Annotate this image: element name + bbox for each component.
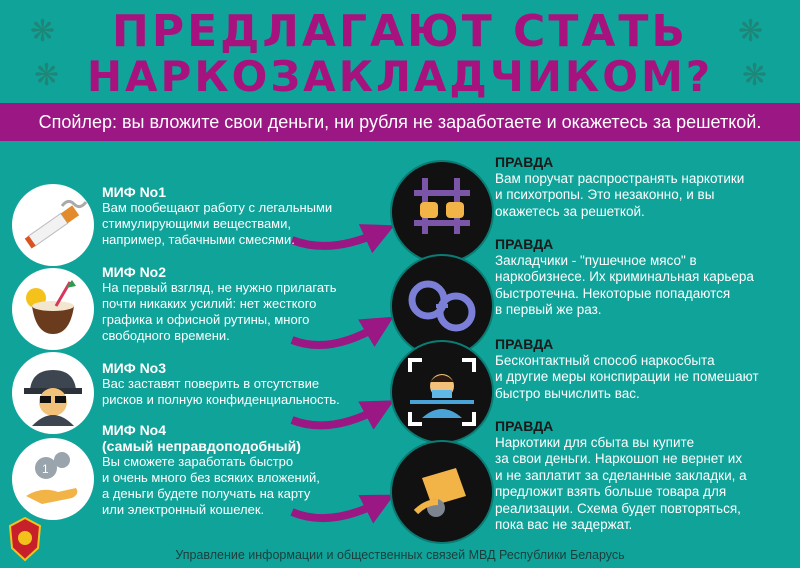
myth-line: На первый взгляд, не нужно прилагать xyxy=(102,280,337,295)
myth-1-icon-circle xyxy=(12,184,94,266)
cigarette-icon xyxy=(12,184,94,266)
leaf-icon: ❋ xyxy=(742,59,768,92)
truth-heading: ПРАВДА xyxy=(495,154,554,170)
myth-line: или электронный кошелек. xyxy=(102,502,265,517)
truth-line: быстро вычислить вас. xyxy=(495,385,640,401)
myth-3-icon-circle xyxy=(12,352,94,434)
truth-3 xyxy=(495,336,795,402)
truth-line: быстротечна. Некоторые попадаются xyxy=(495,285,731,301)
myth-line: стимулирующими веществами, xyxy=(102,216,291,231)
truth-line: предложит взять больше товара для xyxy=(495,484,727,499)
handcuffed-hands-icon xyxy=(392,162,492,262)
myth-3 xyxy=(102,360,340,408)
myth-line: рисков и полную конфиденциальность. xyxy=(102,392,340,407)
myth-subheading: (самый неправдоподобный) xyxy=(102,438,301,454)
myth-heading: МИФ No3 xyxy=(102,360,167,376)
myth-1 xyxy=(102,184,332,248)
spoiler-text: Спойлер: вы вложите свои деньги, ни рубля не заработаете и окажетесь за решеткой. xyxy=(38,112,762,132)
myth-2 xyxy=(102,264,337,344)
myth-line: а деньги будете получать на карту xyxy=(102,486,311,501)
truth-line: и психотропы. Это незаконно, и вы xyxy=(495,187,715,202)
truth-2 xyxy=(495,236,795,319)
hand-with-card-icon xyxy=(392,442,492,542)
truth-4-icon-circle xyxy=(390,440,494,544)
footer-credit: Управление информации и общественных связей МВД Республики Беларусь xyxy=(175,548,625,562)
truth-3-icon-circle xyxy=(390,340,494,444)
truth-1-icon-circle xyxy=(390,160,494,264)
truth-heading: ПРАВДА xyxy=(495,236,554,252)
myth-line: свободного времени. xyxy=(102,328,230,343)
truth-heading: ПРАВДА xyxy=(495,418,554,434)
myth-4-icon-circle xyxy=(12,438,94,520)
truth-line: Наркотики для сбыта вы купите xyxy=(495,434,695,450)
truth-line: в первый же раз. xyxy=(495,302,602,317)
svg-text:1: 1 xyxy=(42,462,49,476)
myth-line: графика и офисной рутины, много xyxy=(102,312,310,327)
myth-line: Вам пообещают работу с легальными xyxy=(102,200,333,215)
title-line-2: НАРКОЗАКЛАДЧИКОМ? xyxy=(86,52,714,101)
myth-line: Вас заставят поверить в отсутствие xyxy=(102,376,320,391)
myth-line: и очень много без всяких вложений, xyxy=(102,470,320,485)
myth-heading: МИФ No1 xyxy=(102,184,167,200)
myth-line: Вы сможете заработать быстро xyxy=(102,454,294,469)
truth-line: окажетесь за решеткой. xyxy=(495,203,645,219)
truth-line: Бесконтактный способ наркосбыта xyxy=(495,352,715,368)
myth-line: например, табачными смесями. xyxy=(102,232,295,247)
leaf-icon: ❋ xyxy=(30,15,56,48)
face-scan-icon xyxy=(392,342,492,442)
leaf-icon: ❋ xyxy=(34,59,60,92)
truth-line: наркобизнесе. Их криминальная карьера xyxy=(495,269,754,284)
myth-heading: МИФ No4 xyxy=(102,422,167,438)
truth-line: Вам поручат распространять наркотики xyxy=(495,170,745,186)
truth-line: пока вас не задержат. xyxy=(495,517,633,532)
myth-4 xyxy=(102,422,320,518)
truth-4 xyxy=(495,418,795,534)
myth-heading: МИФ No2 xyxy=(102,264,167,280)
title-line-1: ПРЕДЛАГАЮТ СТАТЬ xyxy=(112,6,688,57)
myth-2-icon-circle xyxy=(12,268,94,350)
spy-icon xyxy=(12,352,94,434)
coconut-drink-icon xyxy=(12,268,94,350)
myth-line: почти никаких усилий: нет жесткого xyxy=(102,296,317,311)
truth-line: за свои деньги. Наркошоп не вернет их xyxy=(495,451,743,466)
truth-line: и не заплатит за сделанные закладки, а xyxy=(495,467,747,483)
truth-line: реализации. Схема будет повторяться, xyxy=(495,500,741,516)
truth-line: и другие меры конспирации не помешают xyxy=(495,369,759,384)
truth-line: Закладчики - "пушечное мясо" в xyxy=(495,252,697,268)
leaf-icon: ❋ xyxy=(738,15,764,48)
truth-1 xyxy=(495,154,795,220)
coins-hand-icon xyxy=(12,438,94,520)
truth-heading: ПРАВДА xyxy=(495,336,554,352)
